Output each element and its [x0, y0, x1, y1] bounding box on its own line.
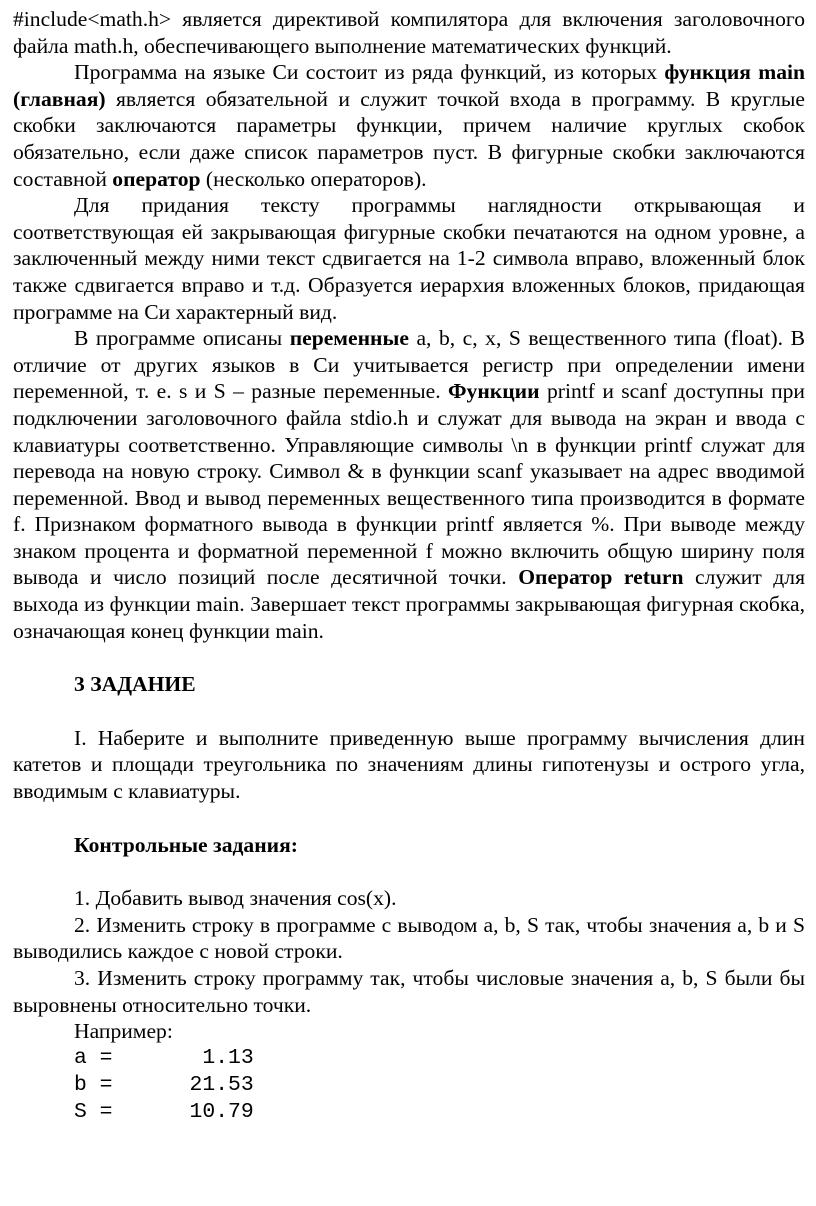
bold-term-return: Оператор return — [518, 565, 684, 590]
braces-paragraph: Для придания тексту программы наглядности открывающая и соответствующая ей закрывающая фигурные скобки печатаются на одном уровне, а заключенный между ними текст сдвигается на 1-2 символа вправо, вложенный блок также сдвигается вправо и т.д. Образуется иерархия вложенных блоков, придающая программе на Си характерный вид. — [13, 193, 805, 324]
control-task-item: 1. Добавить вывод значения cos(x). — [74, 886, 397, 911]
bold-term-variables: переменные — [289, 326, 409, 351]
text-run: Программа на языке Си состоит из ряда функций, из которых — [74, 60, 665, 85]
document-page — [13, 6, 805, 1126]
control-task-item: 2. Изменить строку в программе с выводом a, b, S так, чтобы значения a, b и S выводились каждое с новой строки. — [13, 912, 805, 964]
example-label: Например: — [74, 1019, 173, 1044]
variables-paragraph — [13, 325, 805, 644]
main-function-paragraph — [13, 59, 805, 192]
spacer — [13, 644, 805, 671]
text-run: служит для выхода из функции main. Завершает текст программы закрывающая фигурная скобка, означающая конец функции main. — [13, 565, 805, 643]
control-task-item: 3. Изменить строку программу так, чтобы числовые значения a, b, S были бы выровнены относительно точки. — [13, 966, 805, 1017]
spacer — [13, 805, 805, 832]
bold-term-operator: оператор — [112, 166, 201, 191]
spacer — [13, 858, 805, 885]
text-run: a, b, c, x, S вещественного типа (float). В отличие от других языков в Си учитывается регистр при определении имени переменной, т. е. s и S – разные переменные. — [13, 326, 805, 404]
section-heading: 3 ЗАДАНИЕ — [74, 672, 196, 697]
example-output-line: S = 10.79 — [74, 1099, 254, 1124]
include-paragraph: #include<math.h> является директивой компилятора для включения заголовочного файла math.h, обеспечивающего выполнение математических функций. — [13, 7, 805, 58]
text-run: printf и scanf доступны при подключении заголовочного файла stdio.h и служат для вывода на экран и ввода с клавиатуры соответственно. Управляющие символы \n в функции printf служат для перевода на новую строку. Символ & в функции scanf указывает на адрес вводимой переменной. Ввод и вывод переменных вещественного типа производится в формате f. Признаком форматного вывода в функции printf является %. При выводе между знаком процента и форматной переменной f можно включить общую ширину поля вывода и число позиций после десятичной точки. — [13, 379, 805, 590]
example-output-line: a = 1.13 — [74, 1045, 254, 1070]
bold-term-functions: Функции — [448, 379, 540, 404]
task-paragraph: I. Наберите и выполните приведенную выше программу вычисления длин катетов и площади треугольника по значениям длины гипотенузы и острого угла, вводимым с клавиатуры. — [13, 725, 805, 804]
text-run: (несколько операторов). — [200, 166, 427, 191]
text-run: является обязательной и служит точкой входа в программу. В круглые скобки заключаются параметры функции, причем наличие круглых скобок обязательно, если даже список параметров пуст. В фигурные скобки заключаются составной — [13, 86, 805, 191]
text-run: В программе описаны — [74, 326, 290, 351]
control-tasks-heading: Контрольные задания: — [74, 832, 298, 857]
example-output-line: b = 21.53 — [74, 1072, 254, 1097]
spacer — [13, 698, 805, 725]
bold-term-main-function: функция main (главная) — [13, 60, 805, 111]
